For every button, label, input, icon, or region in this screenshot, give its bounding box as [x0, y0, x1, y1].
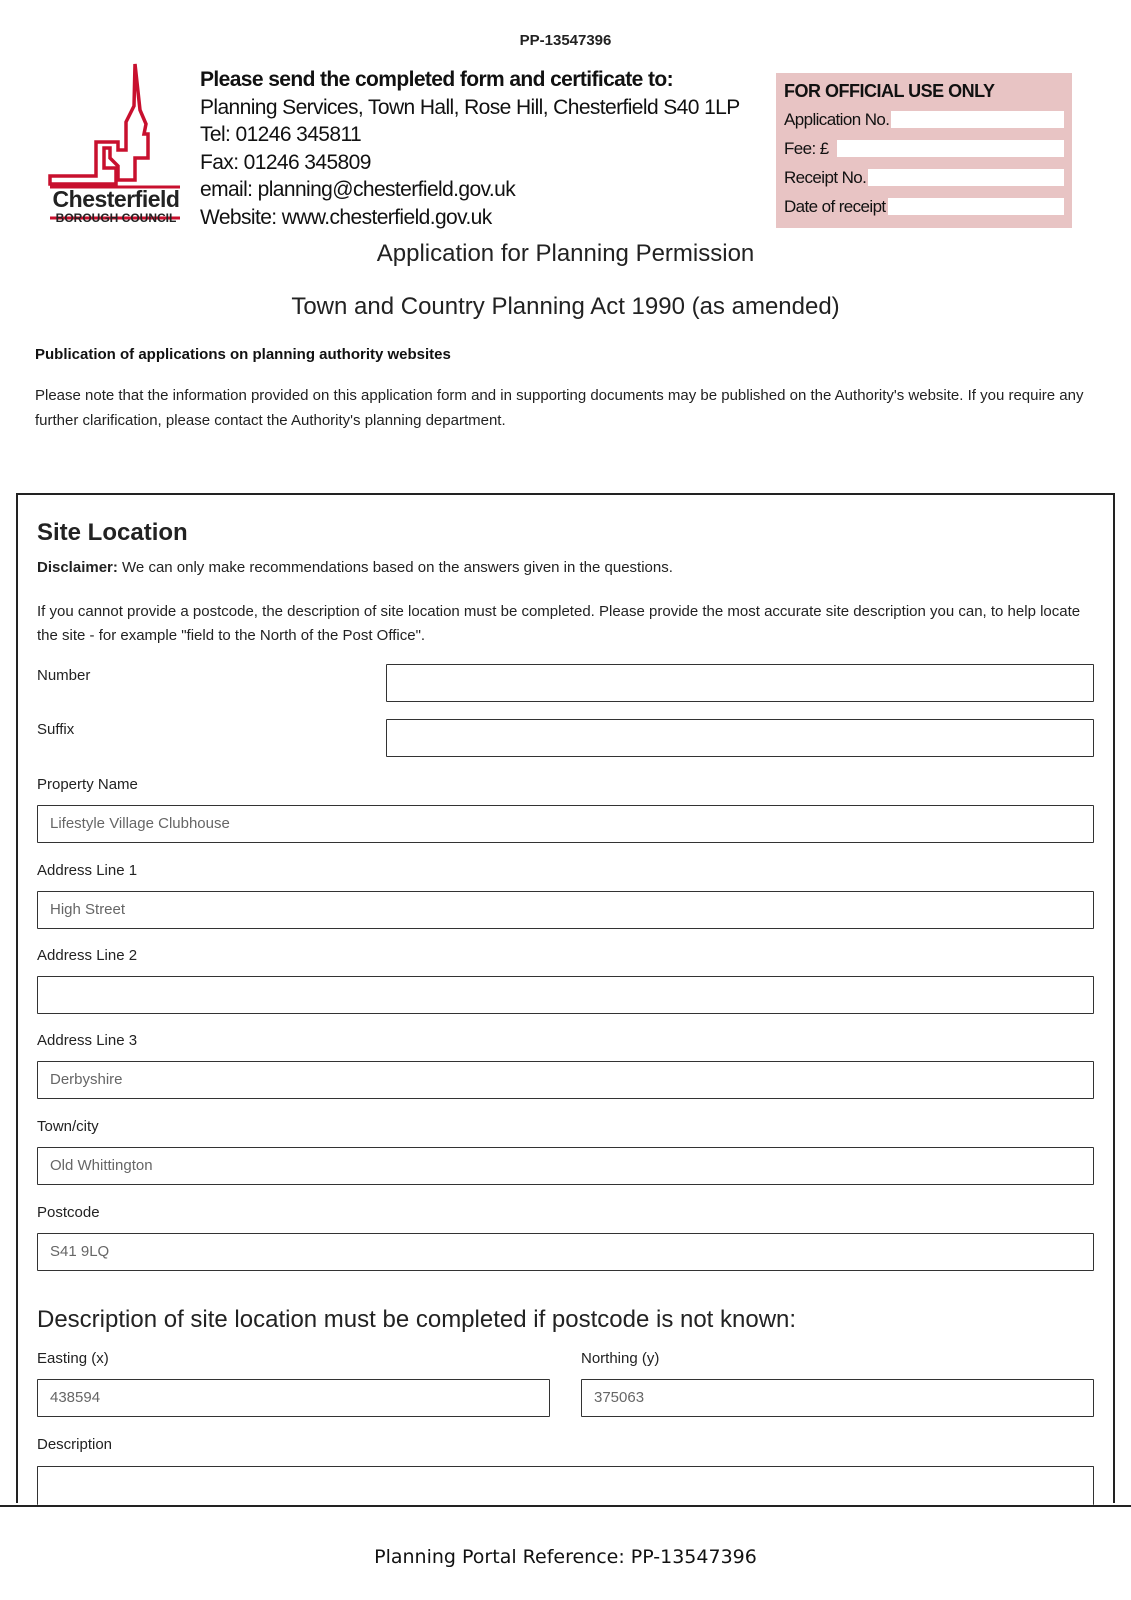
- description-heading: Description of site location must be completed if postcode is not known:: [37, 1306, 797, 1333]
- send-to-email: email: planning@chesterfield.gov.uk: [200, 178, 516, 201]
- address-line-1-input[interactable]: High Street: [37, 891, 1094, 929]
- address-line-3-input[interactable]: Derbyshire: [37, 1061, 1094, 1099]
- disclaimer-label: Disclaimer:: [37, 559, 118, 576]
- logo-name: Chesterfield: [52, 186, 180, 212]
- northing-input[interactable]: 375063: [581, 1379, 1094, 1417]
- footer-reference: Planning Portal Reference: PP-13547396: [374, 1546, 757, 1568]
- send-to-title: Please send the completed form and certificate to:: [200, 68, 673, 91]
- town-city-input[interactable]: Old Whittington: [37, 1147, 1094, 1185]
- northing-label: Northing (y): [581, 1350, 660, 1367]
- send-to-block: [200, 66, 740, 231]
- official-row-application-no: [784, 105, 1064, 134]
- postcode-input[interactable]: S41 9LQ: [37, 1233, 1094, 1271]
- address-line-2-input[interactable]: [37, 976, 1094, 1014]
- official-label: Receipt No.: [784, 167, 867, 187]
- town-city-label: Town/city: [37, 1118, 99, 1135]
- form-subtitle: Town and Country Planning Act 1990 (as amended): [291, 293, 840, 320]
- number-label: Number: [37, 667, 91, 684]
- logo-subtitle: BOROUGH COUNCIL: [55, 211, 177, 225]
- address-line-3-label: Address Line 3: [37, 1032, 138, 1049]
- send-to-fax: Fax: 01246 345809: [200, 150, 371, 174]
- official-label: Fee: £: [784, 138, 829, 158]
- official-use-box: [776, 73, 1072, 228]
- postcode-info-text: If you cannot provide a postcode, the description of site location must be completed. Please provide the most accurate site description you can, to help locate the site - for example "field to the North of the Post Office".: [37, 603, 1081, 644]
- description-input[interactable]: [37, 1466, 1094, 1505]
- property-name-label: Property Name: [37, 776, 138, 793]
- official-input-box: [837, 140, 1064, 157]
- publication-heading: Publication of applications on planning authority websites: [35, 346, 451, 363]
- official-row-fee: [784, 134, 1064, 163]
- disclaimer: [37, 559, 673, 576]
- official-row-date-of-receipt: [784, 192, 1064, 221]
- page-break-rule: [0, 1505, 1131, 1507]
- reference-number: PP-13547396: [519, 32, 612, 49]
- address-line-1-label: Address Line 1: [37, 862, 138, 879]
- property-name-input[interactable]: Lifestyle Village Clubhouse: [37, 805, 1094, 843]
- official-input-box: [891, 111, 1064, 128]
- official-row-receipt-no: [784, 163, 1064, 192]
- easting-input[interactable]: 438594: [37, 1379, 550, 1417]
- number-input[interactable]: [386, 664, 1094, 702]
- description-label: Description: [37, 1436, 113, 1453]
- send-to-website: Website: www.chesterfield.gov.uk: [200, 205, 492, 229]
- official-input-box: [888, 198, 1064, 215]
- easting-label: Easting (x): [37, 1350, 109, 1367]
- council-logo: [48, 62, 188, 232]
- disclaimer-text: We can only make recommendations based on the answers given in the questions.: [117, 559, 673, 576]
- suffix-label: Suffix: [37, 721, 75, 738]
- send-to-address: Planning Services, Town Hall, Rose Hill, Chesterfield S40 1LP: [200, 95, 740, 119]
- official-label: Date of receipt: [784, 196, 886, 216]
- suffix-input[interactable]: [386, 719, 1094, 757]
- postcode-label: Postcode: [37, 1204, 100, 1221]
- section-title: Site Location: [37, 519, 188, 546]
- official-input-box: [868, 169, 1064, 186]
- form-title: Application for Planning Permission: [376, 240, 755, 267]
- publication-text: Please note that the information provided on this application form and in supporting documents may be published on the Authority's website. If you require any further clarification, please contact the Authority's planning department.: [35, 387, 1084, 429]
- send-to-tel: Tel: 01246 345811: [200, 123, 362, 146]
- official-use-title: FOR OFFICIAL USE ONLY: [784, 81, 995, 101]
- address-line-2-label: Address Line 2: [37, 947, 138, 964]
- official-label: Application No.: [784, 109, 890, 129]
